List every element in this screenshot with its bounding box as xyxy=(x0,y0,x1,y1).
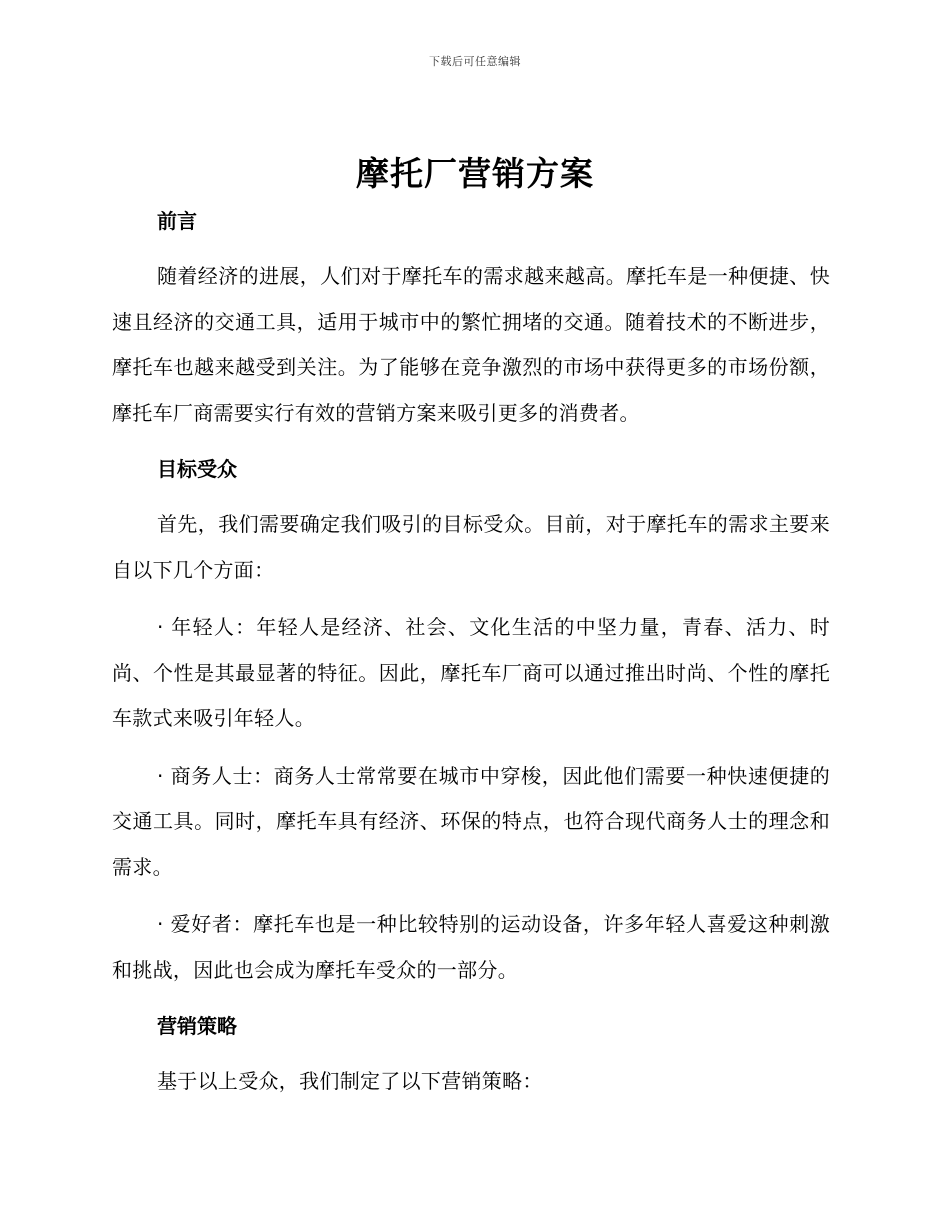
bullet-business-people: · 商务人士：商务人士常常要在城市中穿梭，因此他们需要一种快速便捷的交通工具。同时，摩托车具有经济、环保的特点，也符合现代商务人士的理念和需求。 xyxy=(112,763,830,879)
section-heading-target-audience: 目标受众 xyxy=(157,457,237,481)
paragraph-preface: 随着经济的进展，人们对于摩托车的需求越来越高。摩托车是一种便捷、快速且经济的交通工具，适用于城市中的繁忙拥堵的交通。随着技术的不断进步，摩托车也越来越受到关注。为了能够在竞争激烈的市场中获得更多的市场份额，摩托车厂商需要实行有效的营销方案来吸引更多的消费者。 xyxy=(112,264,830,425)
section-heading-preface: 前言 xyxy=(157,209,197,233)
paragraph-strategy-intro: 基于以上受众，我们制定了以下营销策略： xyxy=(157,1069,543,1093)
document-title: 摩托厂营销方案 xyxy=(356,154,594,193)
paragraph-target-intro: 首先，我们需要确定我们吸引的目标受众。目前，对于摩托车的需求主要来自以下几个方面： xyxy=(112,512,830,582)
section-heading-marketing-strategy: 营销策略 xyxy=(157,1014,237,1038)
bullet-enthusiasts: · 爱好者：摩托车也是一种比较特别的运动设备，许多年轻人喜爱这种刺激和挑战，因此也会成为摩托车受众的一部分。 xyxy=(112,912,830,982)
document-body xyxy=(112,200,830,1105)
header-note: 下载后可任意编辑 xyxy=(429,55,521,68)
bullet-young-people: · 年轻人：年轻人是经济、社会、文化生活的中坚力量，青春、活力、时尚、个性是其最显著的特征。因此，摩托车厂商可以通过推出时尚、个性的摩托车款式来吸引年轻人。 xyxy=(112,615,830,730)
